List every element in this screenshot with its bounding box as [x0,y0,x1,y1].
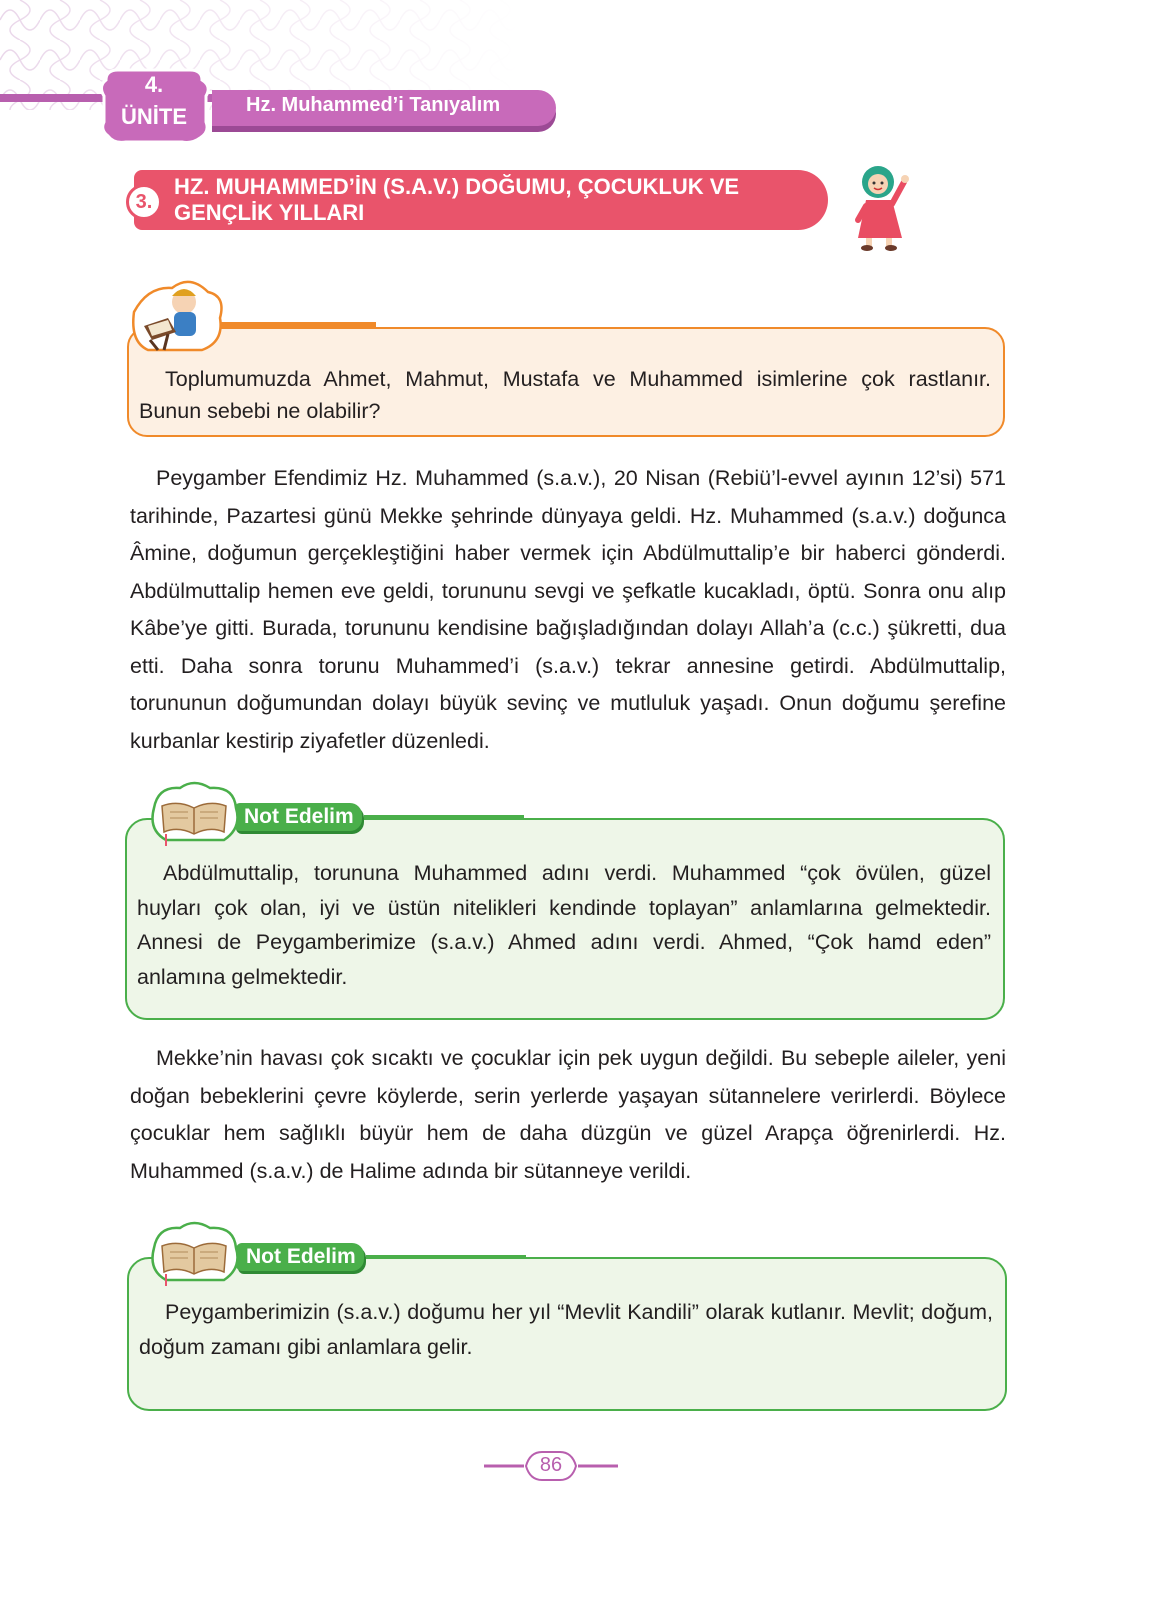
note-box [127,1257,1007,1411]
page-number: 86 [539,1454,563,1476]
section-title-line1: HZ. MUHAMMED’İN (S.A.V.) DOĞUMU, ÇOCUKLUK VE [174,174,740,199]
note-text: Peygamberimizin (s.a.v.) doğumu her yıl “Mevlit Kandili” olarak kutlanır. Mevlit; doğum, doğum zamanı gibi anlamlara gelir. [139,1300,993,1359]
page-number-badge [484,1446,618,1486]
section-number: 3. [126,184,162,220]
note-accent-line [366,1255,526,1259]
note-accent-line [364,815,524,819]
note-label: Not Edelim [234,803,362,831]
section-banner [134,170,828,230]
waving-girl-icon [848,160,912,252]
body-paragraph: Peygamber Efendimiz Hz. Muhammed (s.a.v.), 20 Nisan (Rebiü’l-evvel ayının 12’si) 571 tarihinde, Pazartesi günü Mekke şehrinde dünyaya geldi. Hz. Muhammed (s.a.v.) doğunca Âmine, doğumun gerçekleştiğini haber vermek için Abdülmuttalip’e bir haberci gönderdi. Abdülmuttalip hemen eve geldi, torununu sevgi ve şefkatle kucakladı, öptü. Sonra onu alıp Kâbe’ye gitti. Burada, torununu kendisine bağışladığından dolayı Allah’a (c.c.) şükretti, dua etti. Daha sonra torunu Muhammed’i (s.a.v.) tekrar annesine getirdi. Abdülmuttalip, torununun doğumundan dolayı büyük sevinç ve mutluluk yaşadı. Onun doğumu şerefine kurbanlar kestirip ziyafetler düzenledi. [130,466,1006,753]
section-title-line2: GENÇLİK YILLARI [174,200,365,225]
question-box [127,327,1005,437]
open-book-icon [144,1218,244,1290]
open-book-icon [144,778,244,850]
unit-number: 4. [144,72,164,97]
note-box [125,818,1005,1020]
question-text: Toplumumuzda Ahmet, Mahmut, Mustafa ve Muhammed isimlerine çok rastlanır. Bunun sebebi ne olabilir? [139,367,991,423]
unit-badge [96,66,212,146]
note-text: Abdülmuttalip, torununa Muhammed adını verdi. Muhammed “çok övülen, güzel huyları çok olan, iyi ve üstün nitelikleri kendinde toplayan” anlamlarına gelmektedir. Annesi de Peygamberimize (s.a.v.) Ahmed adını verdi. Ahmed, “Çok hamd eden” anlamına gelmektedir. [137,861,991,989]
body-paragraph: Mekke’nin havası çok sıcaktı ve çocuklar için pek uygun değildi. Bu sebeple aileler, yeni doğan bebeklerini çevre köylerde, serin yerlerde yaşayan sütannelere verirlerdi. Böylece çocuklar hem sağlıklı büyür hem de daha düzgün ve güzel Arapça öğrenirlerdi. Hz. Muhammed (s.a.v.) de Halime adında bir sütanneye verildi. [130,1046,1006,1183]
unit-word: ÜNİTE [121,104,187,129]
note-label: Not Edelim [236,1243,364,1271]
unit-title: Hz. Muhammed’i Tanıyalım [212,90,556,126]
boy-reading-quran-icon [128,272,228,358]
